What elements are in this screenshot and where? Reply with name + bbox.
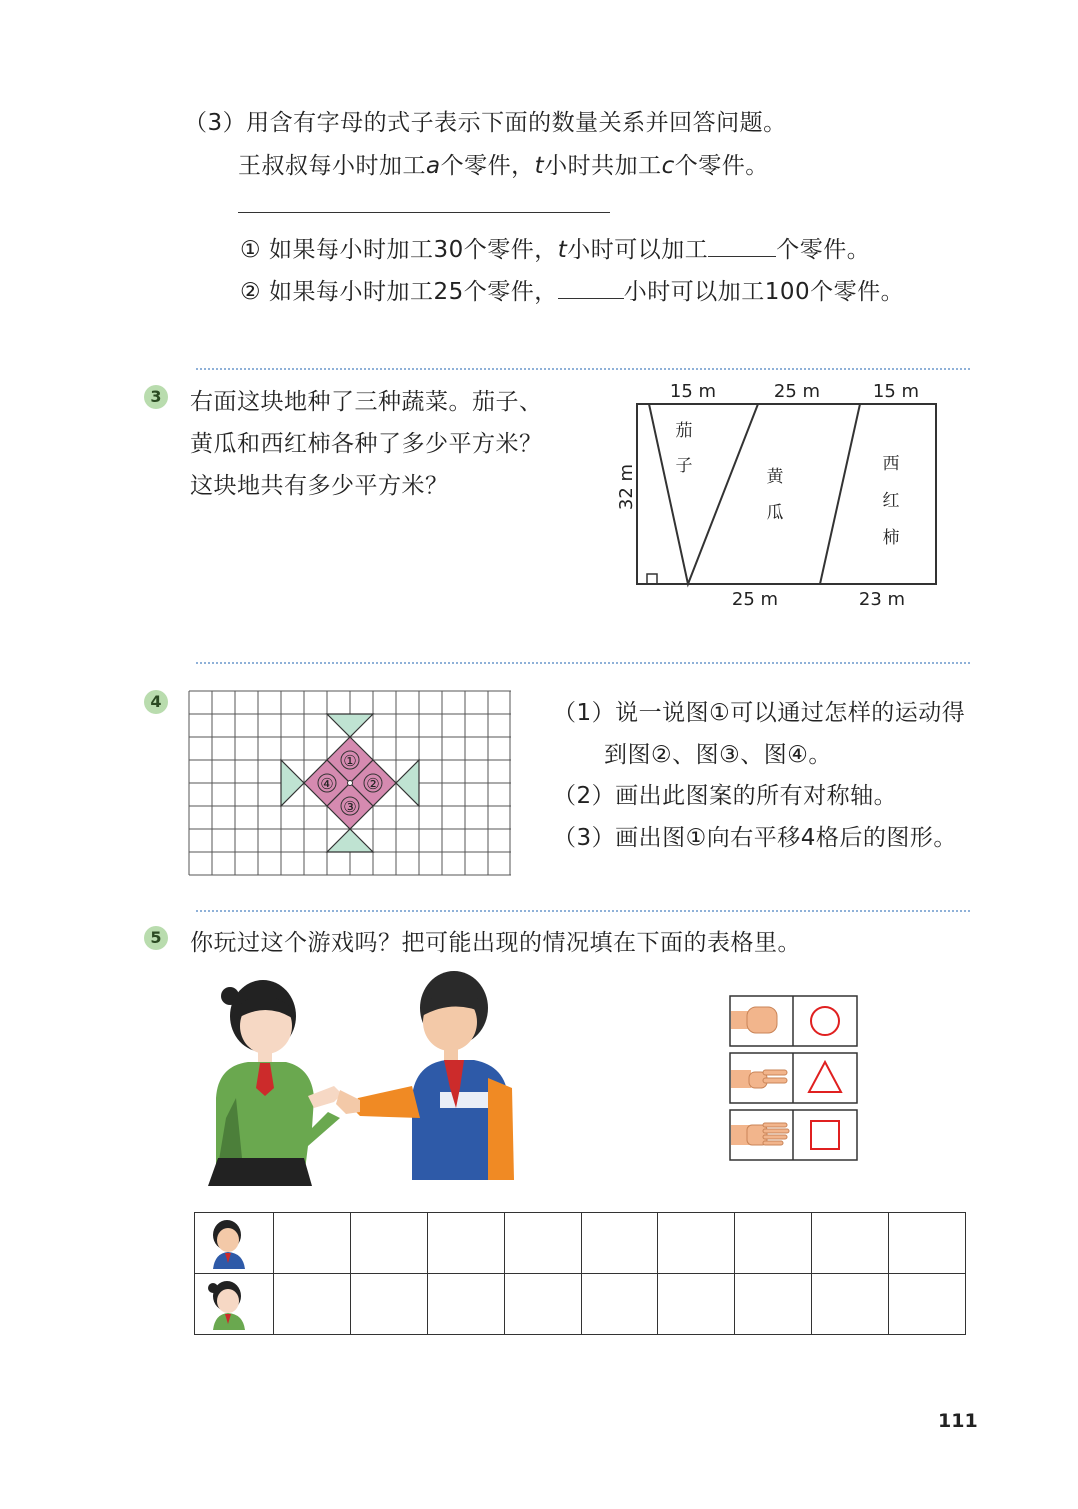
statement-text: 个零件， (440, 153, 535, 179)
shape-label-2: ② (366, 775, 380, 793)
eggplant-label-2: 子 (675, 456, 693, 476)
item2-label: （2） (553, 783, 616, 809)
tomato-label-1: 西 (882, 454, 900, 474)
sub2-answer-blank[interactable] (558, 276, 624, 299)
item3-text: 画出图①向右平移4格后的图形。 (615, 825, 957, 851)
answer-cell[interactable] (274, 1274, 351, 1335)
answer-cell[interactable] (350, 1274, 427, 1335)
q3-line2: 黄瓜和西红柿各种了多少平方米？ (190, 431, 543, 457)
item2-text: 画出此图案的所有对称轴。 (615, 783, 898, 809)
variable-a: a (426, 153, 441, 179)
gesture-legend (729, 995, 858, 1161)
q4-item2 (553, 777, 897, 810)
answer-cell[interactable] (658, 1274, 735, 1335)
q3-line1: 右面这块地种了三种蔬菜。茄子、 (190, 389, 543, 415)
answer-cell[interactable] (427, 1213, 504, 1274)
part3-label: （3） (184, 110, 247, 136)
q4-item1-line2: 到图②、图③、图④。 (604, 742, 832, 768)
question-3-badge: 3 (144, 385, 168, 409)
answer-cell[interactable] (504, 1213, 581, 1274)
tomato-label-2: 红 (882, 491, 900, 511)
avatar-girl-cell (195, 1274, 274, 1335)
answer-cell[interactable] (427, 1274, 504, 1335)
pattern-grid (188, 690, 511, 877)
legend-row-rock (729, 995, 858, 1047)
bottom-mid-length: 25 m (731, 589, 779, 610)
right-angle-mark (647, 574, 657, 584)
tomato-label-3: 柿 (882, 528, 900, 548)
answer-cell[interactable] (735, 1274, 812, 1335)
variable-c: c (661, 153, 675, 179)
bottom-right-length: 23 m (858, 589, 906, 610)
part3-question (184, 104, 787, 137)
girl-figure (208, 980, 342, 1186)
height-length: 32 m (616, 463, 637, 511)
legend-row-scissors (729, 1052, 858, 1104)
section-divider (196, 910, 970, 912)
variable-t: t (534, 153, 545, 179)
circle-2-label: ② (240, 279, 262, 305)
children-illustration (208, 968, 518, 1186)
part3-sub2 (240, 273, 904, 306)
cucumber-label-1: 黄 (766, 467, 784, 487)
sub1-text: 个零件。 (776, 237, 871, 263)
question-4-badge: 4 (144, 690, 168, 714)
answer-cell[interactable] (735, 1213, 812, 1274)
top-left-length: 15 m (669, 381, 717, 402)
legend-row-paper (729, 1109, 858, 1161)
answer-table (194, 1212, 966, 1335)
q3-line3: 这块地共有多少平方米？ (190, 473, 449, 499)
sub1-text: 小时可以加工 (567, 237, 709, 263)
top-mid-length: 25 m (773, 381, 821, 402)
sub1-answer-blank[interactable] (708, 234, 776, 257)
answer-cell[interactable] (812, 1274, 889, 1335)
eggplant-label-1: 茄 (675, 421, 693, 441)
answer-cell[interactable] (274, 1213, 351, 1274)
q4-item1 (553, 694, 965, 727)
teal-triangle-left (281, 760, 304, 806)
eggplant-boundary (649, 404, 758, 584)
answer-cell[interactable] (581, 1274, 658, 1335)
boy-avatar-icon (195, 1213, 273, 1269)
part3-sub1 (240, 231, 870, 264)
teal-triangle-right (396, 760, 419, 806)
item1-label: （1） (553, 700, 616, 726)
variable-t: t (557, 237, 568, 263)
section-divider (196, 662, 970, 664)
avatar-boy-cell (195, 1213, 274, 1274)
tomato-boundary (820, 404, 860, 584)
girl-avatar-icon (195, 1274, 273, 1330)
shape-label-3: ③ (343, 798, 357, 816)
sub1-text: 如果每小时加工30个零件， (268, 237, 558, 263)
teal-triangle-bottom (327, 829, 373, 852)
question-5-badge: 5 (144, 926, 168, 950)
table-row-boy (195, 1213, 966, 1274)
sub2-text: 如果每小时加工25个零件， (268, 279, 558, 305)
answer-cell[interactable] (889, 1274, 966, 1335)
answer-cell[interactable] (658, 1213, 735, 1274)
boy-figure (336, 971, 514, 1180)
statement-text: 小时共加工 (544, 153, 662, 179)
teal-triangle-top (327, 714, 373, 737)
item1-text: 说一说图①可以通过怎样的运动得 (615, 700, 966, 726)
page-number: 111 (938, 1410, 978, 1432)
q5-text: 你玩过这个游戏吗？把可能出现的情况填在下面的表格里。 (190, 930, 801, 956)
table-row-girl (195, 1274, 966, 1335)
answer-cell[interactable] (504, 1274, 581, 1335)
answer-cell[interactable] (812, 1213, 889, 1274)
answer-cell[interactable] (581, 1213, 658, 1274)
sub2-text: 小时可以加工100个零件。 (623, 279, 905, 305)
answer-cell[interactable] (889, 1213, 966, 1274)
q4-item3 (553, 819, 957, 852)
rotation-center-dot (348, 781, 353, 786)
statement-text: 王叔叔每小时加工 (238, 153, 426, 179)
shape-label-1: ① (343, 752, 357, 770)
cucumber-label-2: 瓜 (766, 503, 784, 523)
part3-statement (238, 147, 769, 180)
top-right-length: 15 m (872, 381, 920, 402)
shape-label-4: ④ (320, 775, 334, 793)
section-divider (196, 368, 970, 370)
statement-text: 个零件。 (674, 153, 769, 179)
part3-question-text: 用含有字母的式子表示下面的数量关系并回答问题。 (246, 110, 787, 136)
expression-answer-line[interactable] (238, 212, 610, 213)
item3-label: （3） (553, 825, 616, 851)
vegetable-field-diagram (600, 372, 960, 622)
circle-1-label: ① (240, 237, 262, 263)
answer-cell[interactable] (350, 1213, 427, 1274)
